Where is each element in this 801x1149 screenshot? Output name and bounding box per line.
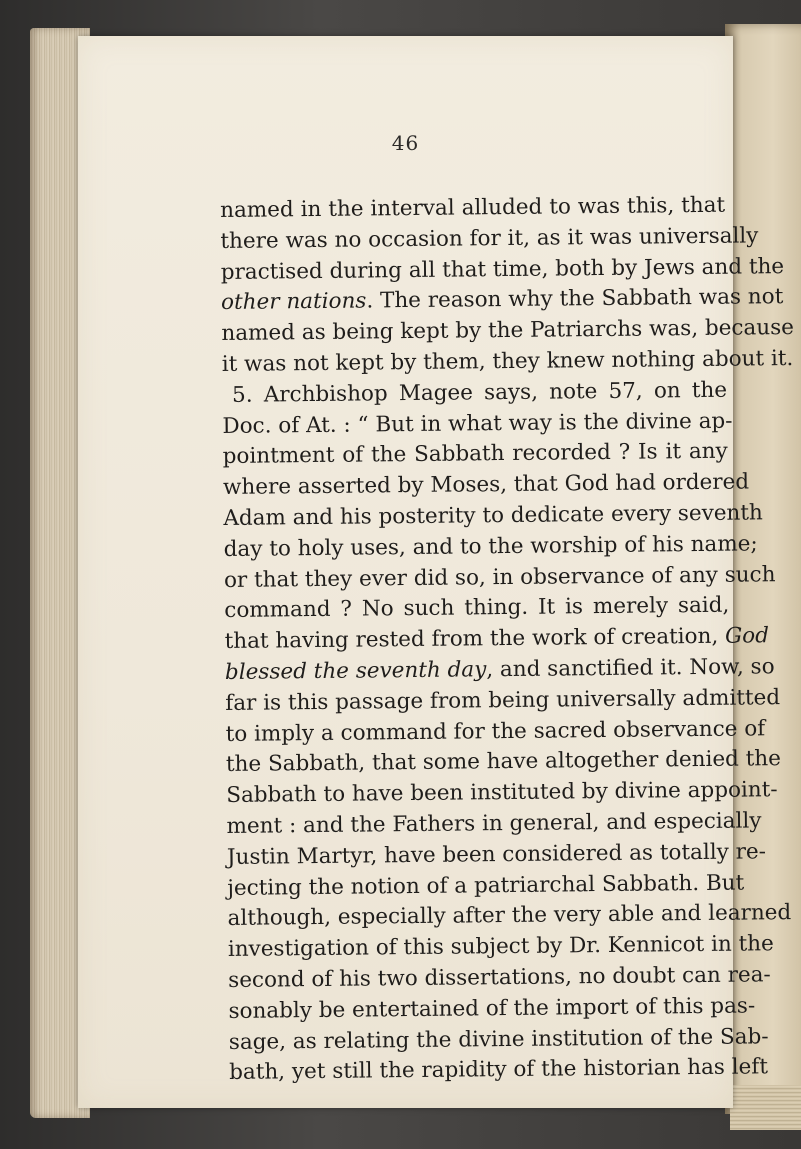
- text-segment: or that they ever did so, in observance of any such: [223, 561, 776, 593]
- text-segment: named in the interval alluded to was this, that: [220, 192, 726, 223]
- text-segment: to imply a command for the sacred observance of: [225, 715, 766, 747]
- italic-text-segment: blessed the seventh day: [224, 657, 487, 685]
- text-segment: . The reason why the Sabbath was not: [366, 284, 784, 314]
- text-line: [222, 375, 727, 411]
- text-segment: far is this passage from being universally admitted: [225, 684, 781, 716]
- text-segment: sonably be entertained of the import of this pas-: [228, 993, 756, 1024]
- text-line: [220, 191, 725, 227]
- text-segment: Adam and his posterity to dedicate every seventh: [223, 500, 763, 531]
- text-segment: 5. Archbishop Magee says, note 57, on the: [231, 377, 728, 408]
- text-segment: that having rested from the work of creation,: [224, 623, 726, 655]
- italic-text-segment: God: [724, 623, 770, 649]
- book-page-edges-bottom-right: [730, 1085, 801, 1130]
- page-number: 46: [391, 131, 420, 155]
- text-line: [226, 837, 767, 873]
- text-line: [226, 807, 762, 843]
- text-segment: Doc. of At. : “ But in what way is the divine ap-: [222, 408, 733, 439]
- text-line: [225, 683, 781, 719]
- text-segment: although, especially after the very able and learned: [227, 900, 792, 932]
- text-segment: Sabbath to have been instituted by divine appoint-: [226, 777, 778, 809]
- book-page: [78, 36, 795, 1108]
- text-segment: pointment of the Sabbath recorded ? Is it any: [222, 439, 728, 470]
- text-segment: it was not kept by them, they knew nothing about it.: [221, 345, 794, 377]
- text-segment: where asserted by Moses, that God had ordered: [222, 469, 750, 501]
- text-segment: investigation of this subject by Dr. Kennicot in the: [227, 931, 774, 963]
- text-line: [220, 222, 759, 258]
- text-line: [228, 961, 771, 997]
- text-segment: day to holy uses, and to the worship of his name;: [223, 531, 758, 562]
- text-segment: practised during all that time, both by Jews and the: [220, 253, 785, 285]
- text-line: [223, 499, 763, 535]
- text-segment: second of his two dissertations, no doubt can rea-: [228, 962, 771, 993]
- text-segment: named as being kept by the Patriarchs was, because: [221, 315, 795, 347]
- text-segment: there was no occasion for it, as it was universally: [220, 223, 759, 254]
- text-segment: jecting the notion of a patriarchal Sabbath. But: [227, 870, 745, 901]
- text-segment: Justin Martyr, have been considered as totally re-: [226, 839, 767, 870]
- text-segment: ment : and the Fathers in general, and especially: [226, 808, 762, 839]
- text-segment: sage, as relating the divine institution of the Sab-: [228, 1023, 769, 1055]
- italic-text-segment: other nations: [220, 288, 367, 316]
- text-segment: , and sanctified it. Now, so: [486, 654, 775, 683]
- text-line: [224, 653, 775, 689]
- text-line: [223, 529, 758, 565]
- text-segment: the Sabbath, that some have altogether denied the: [225, 746, 782, 778]
- text-segment: bath, yet still the rapidity of the historian has left: [229, 1054, 769, 1086]
- body-text: [220, 191, 795, 1089]
- text-line: [229, 1053, 769, 1089]
- text-segment: command ? No such thing. It is merely said,: [224, 593, 730, 624]
- text-line: [228, 991, 756, 1027]
- text-line: [221, 345, 794, 381]
